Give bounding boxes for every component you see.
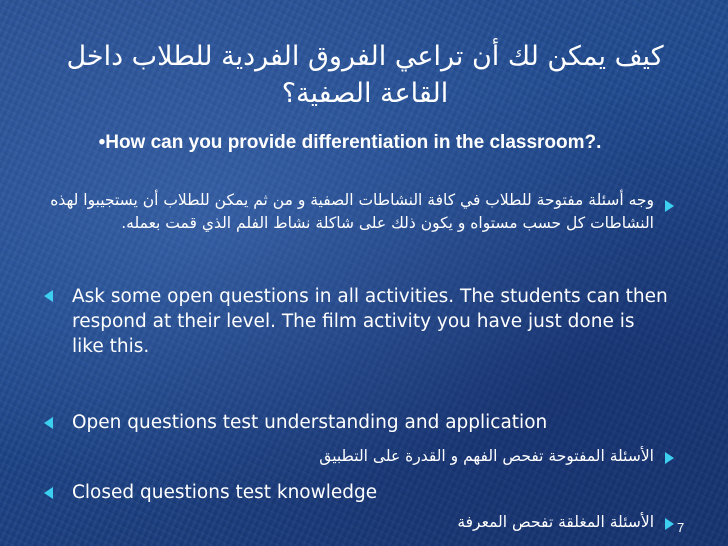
list-item-english-understanding: Open questions test understanding and application [72,412,548,433]
subtitle-bullet: • [98,132,106,153]
bullet-icon [665,452,674,464]
list-item-arabic-knowledge: الأسئلة المغلقة تفحص المعرفة [457,513,654,531]
slide-subtitle [90,130,610,155]
bullet-icon [44,487,53,499]
slide-title: كيف يمكن لك أن تراعي الفروق الفردية للطلاب داخل القاعة الصفية؟ [66,41,664,109]
subtitle-text: How can you provide differentiation in the classroom?. [105,132,602,153]
bullet-icon [44,290,53,302]
list-item-english-open-questions: Ask some open questions in all activities. The students can then respond at their level. The film activity you have just done is like this. [72,286,668,357]
bullet-icon [665,200,674,212]
list-item-arabic-open-questions: وجه أسئلة مفتوحة للطلاب في كافة النشاطات الصفية و من ثم يمكن للطلاب أن يستجيبوا لهذه النشاطات كل حسب مستواه و يكون ذلك على شاكلة نشاط الفلم الذي قمت بعمله. [50,191,654,232]
list-item-arabic-understanding: الأسئلة المفتوحة تفحص الفهم و القدرة على التطبيق [319,447,654,465]
bullet-icon [44,417,53,429]
page-number: 7 [677,520,685,535]
list-item-english-knowledge: Closed questions test knowledge [72,482,378,503]
bullet-icon [665,518,674,530]
